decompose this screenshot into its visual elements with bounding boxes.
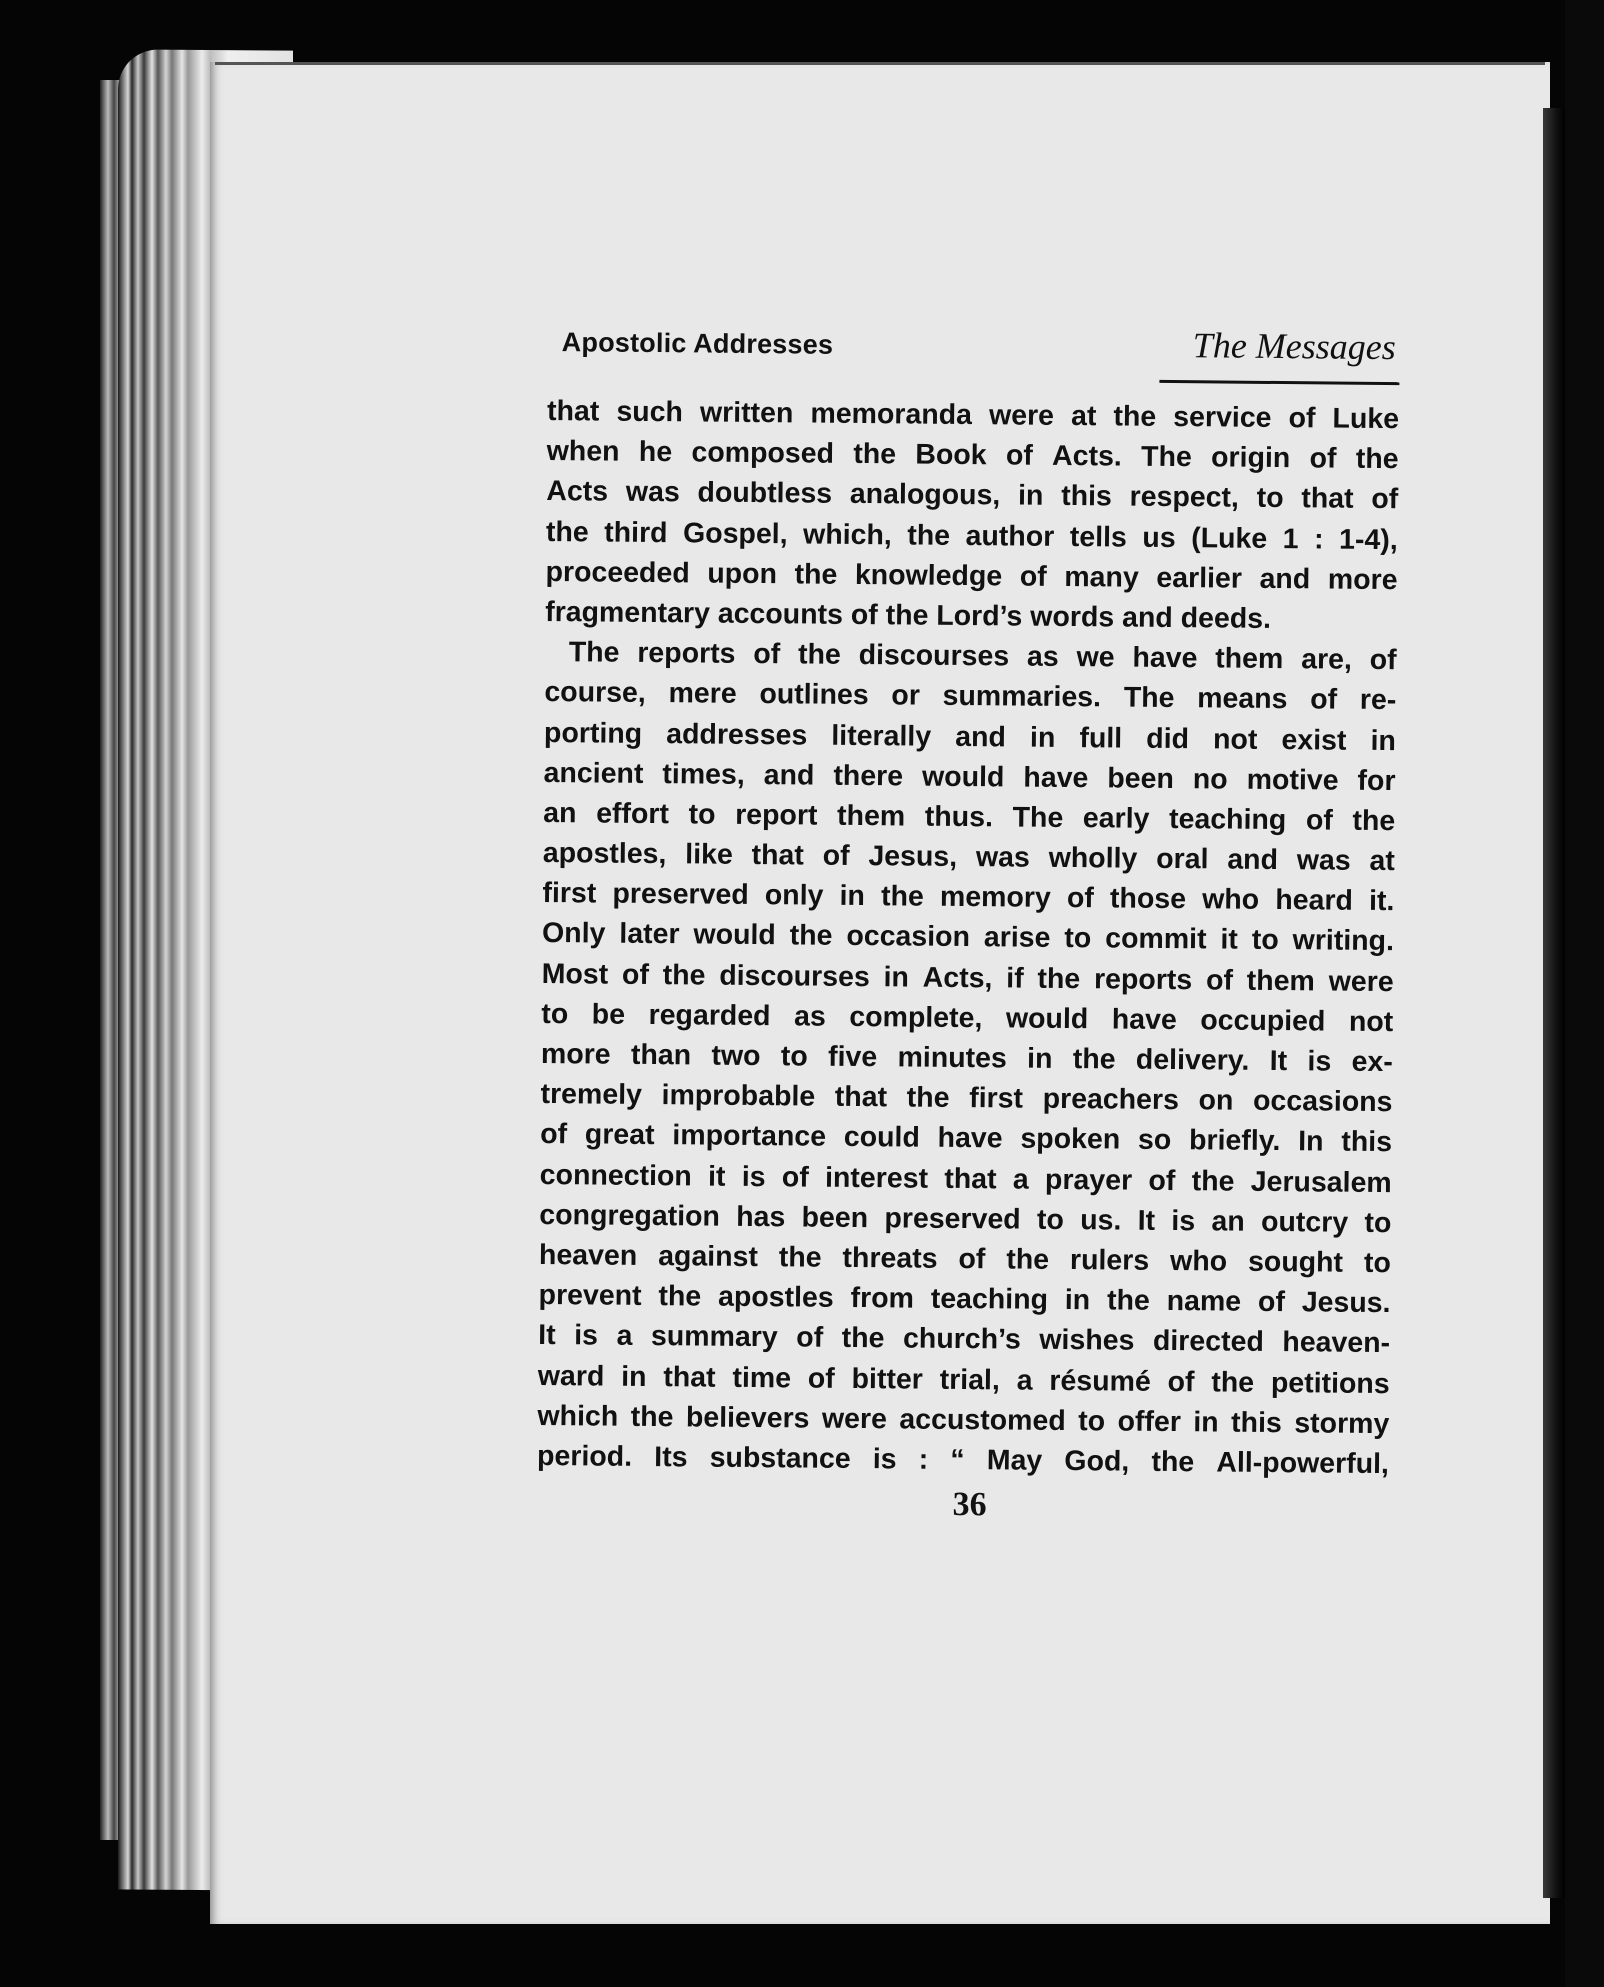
word: congregation	[539, 1198, 721, 1233]
word: would	[921, 760, 1005, 794]
word: of	[1310, 683, 1338, 716]
word: occasions	[1252, 1084, 1393, 1119]
word: is	[741, 1160, 766, 1193]
word: minutes	[897, 1041, 1007, 1075]
word: of	[1005, 439, 1033, 472]
word: preserved	[612, 877, 749, 912]
word: when	[546, 435, 620, 468]
word: of	[1369, 644, 1397, 677]
word: the	[545, 515, 589, 548]
word: that	[1301, 482, 1354, 516]
word: In	[1298, 1125, 1324, 1158]
word: :	[918, 1443, 929, 1476]
word: Acts	[546, 475, 609, 508]
word: the	[778, 1241, 822, 1274]
text-line-inner	[547, 391, 1399, 439]
word: 1-4),	[1338, 523, 1398, 556]
word: did	[1146, 722, 1190, 755]
word: Acts.	[1051, 440, 1122, 473]
word: in	[1029, 721, 1056, 754]
word: time	[732, 1361, 792, 1394]
word: (Luke	[1191, 521, 1268, 555]
word: it.	[1368, 885, 1395, 918]
word: which	[537, 1399, 619, 1433]
word: the	[880, 880, 924, 913]
word: sought	[1247, 1245, 1344, 1279]
word: to	[1364, 1206, 1392, 1239]
word: God,	[1064, 1444, 1130, 1478]
word: wholly	[1048, 841, 1138, 875]
word: literally	[831, 719, 932, 753]
word: tremely	[540, 1078, 643, 1112]
word: this	[1061, 480, 1112, 513]
word: discourses	[719, 959, 870, 993]
word: to	[780, 1040, 808, 1073]
word: connection	[539, 1158, 692, 1192]
word: ancient	[543, 756, 644, 790]
word: apostles,	[542, 837, 667, 871]
text-line-inner	[543, 753, 1395, 801]
word: of	[958, 1242, 986, 1276]
page-top-edge	[215, 62, 1545, 65]
word: in	[1370, 724, 1397, 757]
running-head	[548, 318, 1400, 378]
word: from	[850, 1282, 915, 1315]
word: the	[1211, 1365, 1255, 1399]
word: first	[542, 877, 597, 910]
word: the	[1352, 804, 1396, 838]
word: origin	[1210, 441, 1291, 475]
word: this	[1230, 1406, 1282, 1439]
word: summary	[650, 1320, 778, 1354]
word: is	[872, 1443, 897, 1476]
word: teaching	[1168, 802, 1287, 836]
word: trial,	[939, 1363, 1001, 1396]
word: in	[1017, 479, 1044, 513]
word: so	[1137, 1124, 1172, 1157]
word: accustomed	[899, 1403, 1066, 1437]
word: writing.	[1292, 924, 1395, 958]
word: outcry	[1260, 1205, 1349, 1239]
word: as	[1026, 640, 1059, 674]
word: composed	[691, 436, 835, 470]
word: It	[1137, 1204, 1156, 1237]
word: The	[1123, 681, 1175, 715]
word: respect,	[1129, 480, 1240, 515]
word: in	[1193, 1405, 1219, 1439]
word: was	[1296, 844, 1351, 877]
word: were	[821, 1402, 888, 1435]
word: outlines	[759, 678, 869, 712]
word: the	[662, 958, 706, 992]
word: us.	[1080, 1203, 1122, 1237]
word: them	[836, 799, 906, 833]
word: importance	[672, 1119, 827, 1154]
word: reports	[1093, 962, 1193, 996]
word: who	[1202, 883, 1260, 917]
word: memoranda	[810, 397, 973, 432]
word: report	[735, 798, 818, 832]
word: of	[1257, 1285, 1286, 1319]
word: not	[1348, 1005, 1394, 1038]
word: “	[950, 1443, 965, 1476]
text-block	[536, 318, 1399, 1528]
word: occupied	[1200, 1004, 1326, 1038]
word: at	[1070, 400, 1097, 433]
word: of	[822, 839, 850, 872]
word: heaven	[538, 1238, 638, 1272]
word: them	[1246, 964, 1316, 998]
word: commit	[1105, 922, 1207, 956]
word: and	[955, 720, 1007, 753]
word: of	[807, 1362, 835, 1395]
word: memory	[939, 881, 1051, 915]
word: were	[988, 399, 1055, 432]
word: it	[707, 1160, 726, 1193]
word: preachers	[1042, 1082, 1180, 1117]
word: to	[541, 997, 569, 1031]
text-line	[547, 391, 1399, 439]
word: like	[685, 838, 733, 871]
page-number: 36	[952, 1486, 987, 1524]
word: Book	[915, 438, 987, 472]
word: in	[1026, 1042, 1053, 1075]
word: there	[833, 759, 904, 793]
word: more	[540, 1037, 611, 1071]
word: of	[1288, 402, 1316, 435]
word: which,	[802, 518, 892, 551]
word: May	[986, 1444, 1043, 1477]
word: of	[621, 958, 650, 991]
word: if	[1006, 962, 1024, 995]
word: written	[699, 396, 794, 430]
word: proceeded	[545, 555, 690, 590]
word: full	[1079, 721, 1123, 755]
body-text	[537, 391, 1399, 1484]
word: exist	[1281, 723, 1347, 757]
word: of	[1305, 804, 1333, 837]
word: are,	[1301, 643, 1353, 676]
word: Luke	[1332, 402, 1400, 436]
word: All-powerful,	[1216, 1446, 1390, 1480]
word: have	[1111, 1003, 1177, 1036]
word: those	[1109, 882, 1187, 916]
word: occasion	[846, 920, 971, 954]
word: that	[944, 1162, 997, 1195]
word: addresses	[666, 717, 808, 752]
word: petitions	[1270, 1366, 1390, 1400]
header-rule	[1159, 380, 1399, 385]
word: was	[625, 476, 680, 509]
word: Jesus,	[868, 840, 958, 874]
word: interest	[824, 1161, 929, 1195]
word: briefly.	[1188, 1124, 1281, 1158]
word: mere	[668, 677, 737, 711]
word: it	[1220, 923, 1239, 957]
word: service	[1173, 401, 1272, 434]
word: no	[1192, 762, 1228, 796]
word: the	[1151, 1445, 1195, 1479]
word: means	[1197, 682, 1288, 716]
word: only	[764, 879, 824, 912]
word: of	[1205, 963, 1234, 997]
word: résumé	[1049, 1364, 1151, 1398]
word: effort	[595, 797, 670, 831]
word: Jesus.	[1301, 1286, 1391, 1320]
word: against	[658, 1240, 759, 1273]
word: prevent	[538, 1279, 642, 1313]
word: discourses	[858, 639, 1010, 673]
word: apostles	[717, 1280, 834, 1314]
word: ex-	[1351, 1045, 1393, 1079]
word: an	[1211, 1205, 1245, 1238]
word: It	[1269, 1044, 1288, 1078]
word: of	[540, 1118, 568, 1151]
word: of	[1019, 560, 1047, 593]
word: improbable	[661, 1079, 816, 1113]
word: has	[736, 1200, 786, 1234]
word: five	[827, 1040, 878, 1074]
word: the	[1191, 1164, 1235, 1198]
word: or	[891, 679, 921, 712]
text-line-inner	[540, 1074, 1392, 1122]
word: the	[1037, 962, 1081, 995]
word: is	[1171, 1204, 1196, 1238]
word: Most	[541, 957, 609, 991]
word: Its	[654, 1440, 688, 1474]
word: great	[584, 1118, 655, 1152]
background-right	[1565, 0, 1604, 1987]
word: of	[1148, 1164, 1176, 1197]
word: of	[1309, 442, 1337, 475]
word: regarded	[648, 998, 771, 1032]
word: upon	[707, 557, 778, 590]
word: the	[658, 1280, 702, 1313]
word: It	[538, 1319, 556, 1352]
word: many	[1064, 560, 1139, 594]
word: in	[621, 1360, 647, 1393]
text-line-inner	[546, 471, 1398, 519]
word: 1	[1282, 522, 1299, 555]
word: have	[1023, 761, 1089, 794]
word: Acts,	[922, 961, 993, 994]
word: heard	[1275, 884, 1354, 918]
word: re-	[1359, 684, 1397, 717]
text-line	[540, 1074, 1392, 1122]
word: that	[546, 394, 600, 428]
word: who	[1169, 1244, 1228, 1278]
word: at	[1369, 844, 1395, 878]
text-line	[537, 1436, 1389, 1484]
word: that	[834, 1080, 888, 1114]
word: is	[574, 1319, 599, 1352]
word: could	[843, 1121, 920, 1154]
word: than	[630, 1038, 692, 1072]
word: the	[906, 1081, 950, 1115]
word: of	[781, 1160, 809, 1194]
word: the	[789, 919, 833, 953]
word: have	[1132, 641, 1198, 675]
word: summaries.	[942, 680, 1102, 714]
word: threats	[842, 1241, 938, 1275]
word: doubtless	[697, 476, 833, 511]
word: have	[937, 1122, 1003, 1155]
word: thus.	[924, 800, 994, 834]
word: was	[975, 841, 1030, 874]
word: The	[1140, 440, 1192, 474]
word: teaching	[930, 1282, 1049, 1316]
word: been	[1107, 762, 1175, 795]
word: to	[1064, 922, 1092, 955]
word: the	[1355, 442, 1399, 476]
word: first	[969, 1082, 1024, 1115]
word: on	[1198, 1084, 1234, 1117]
word: of	[1371, 483, 1399, 516]
word: them	[1215, 642, 1284, 676]
word: early	[1082, 802, 1150, 835]
word: to	[1256, 482, 1284, 515]
text-line	[543, 753, 1395, 801]
word: bitter	[851, 1362, 924, 1396]
word: The	[568, 636, 620, 669]
text-line-inner	[537, 1436, 1389, 1484]
word: earlier	[1156, 561, 1243, 595]
word: to	[1363, 1246, 1391, 1280]
word: the	[630, 1400, 674, 1433]
word: to	[1251, 924, 1279, 957]
word: offer	[1117, 1405, 1182, 1438]
word: Gospel,	[682, 516, 788, 550]
word: preserved	[884, 1202, 1021, 1236]
word: prayer	[1044, 1163, 1133, 1197]
word: be	[591, 998, 626, 1031]
word: that	[751, 839, 805, 872]
word: oral	[1156, 842, 1209, 876]
word: reports	[637, 636, 736, 670]
word: period.	[536, 1439, 633, 1473]
word: The	[1012, 801, 1064, 834]
word: to	[688, 798, 716, 831]
word: us	[1142, 521, 1176, 554]
word: an	[543, 796, 577, 830]
word: rulers	[1069, 1243, 1150, 1277]
word: the	[1006, 1243, 1050, 1276]
running-head-left: Apostolic Addresses	[561, 327, 834, 360]
word: to	[1078, 1404, 1106, 1438]
word: believers	[685, 1401, 810, 1435]
word: been	[801, 1201, 869, 1234]
word: of	[1066, 882, 1095, 915]
word: the	[1072, 1043, 1116, 1076]
word: the	[1106, 1284, 1150, 1317]
word: third	[604, 516, 668, 549]
word: ward	[537, 1359, 605, 1393]
word: a	[1016, 1364, 1033, 1397]
word: of	[1167, 1365, 1195, 1398]
word: knowledge	[854, 558, 1003, 593]
word: is	[1307, 1045, 1332, 1078]
word: the	[797, 638, 841, 671]
book-gutter	[1543, 108, 1565, 1898]
word: that	[663, 1360, 716, 1394]
word: delivery.	[1135, 1043, 1250, 1077]
word: spoken	[1020, 1122, 1121, 1156]
word: stormy	[1294, 1406, 1390, 1440]
word: wishes	[1039, 1324, 1135, 1357]
word: the	[907, 519, 951, 552]
word: the	[841, 1322, 885, 1355]
word: times,	[662, 757, 745, 791]
word: and	[1227, 843, 1279, 877]
word: two	[711, 1039, 761, 1073]
word: course,	[544, 676, 646, 710]
word: a	[616, 1320, 633, 1353]
word: in	[839, 880, 866, 913]
running-head-right: The Messages	[1192, 325, 1396, 368]
word: such	[616, 395, 684, 429]
word: Only	[541, 917, 606, 951]
word: tells	[1069, 520, 1128, 554]
word: to	[1036, 1203, 1065, 1236]
word: this	[1341, 1126, 1393, 1159]
word: arise	[983, 921, 1051, 955]
word: church’s	[902, 1322, 1021, 1356]
word: name	[1166, 1285, 1242, 1318]
word: for	[1357, 764, 1396, 797]
word: complete,	[849, 1000, 983, 1035]
text-line	[546, 471, 1398, 519]
word: in	[883, 960, 910, 994]
word: would	[1005, 1002, 1089, 1036]
word: would	[693, 918, 776, 952]
word: of	[753, 638, 781, 671]
word: analogous,	[849, 478, 1001, 512]
word: author	[965, 519, 1055, 553]
word: were	[1328, 965, 1394, 998]
word: heaven-	[1282, 1326, 1391, 1360]
word: :	[1313, 522, 1324, 556]
word: he	[638, 436, 673, 469]
word: of	[796, 1321, 824, 1355]
text-line: fragmentary accounts of the Lord’s words and deeds.	[545, 595, 1272, 635]
word: more	[1327, 563, 1398, 596]
word: as	[793, 1000, 826, 1033]
word: the	[853, 438, 897, 471]
word: Jerusalem	[1250, 1165, 1392, 1199]
word: the	[1113, 400, 1157, 433]
word: porting	[543, 716, 643, 750]
word: directed	[1152, 1325, 1264, 1359]
word: motive	[1246, 763, 1339, 797]
word: we	[1076, 641, 1115, 674]
word: the	[794, 558, 838, 591]
word: not	[1212, 722, 1258, 756]
word: and	[1259, 562, 1311, 596]
word: substance	[709, 1441, 851, 1475]
word: and	[763, 758, 815, 792]
word: a	[1012, 1163, 1029, 1196]
word: later	[619, 918, 680, 951]
word: in	[1064, 1284, 1091, 1317]
